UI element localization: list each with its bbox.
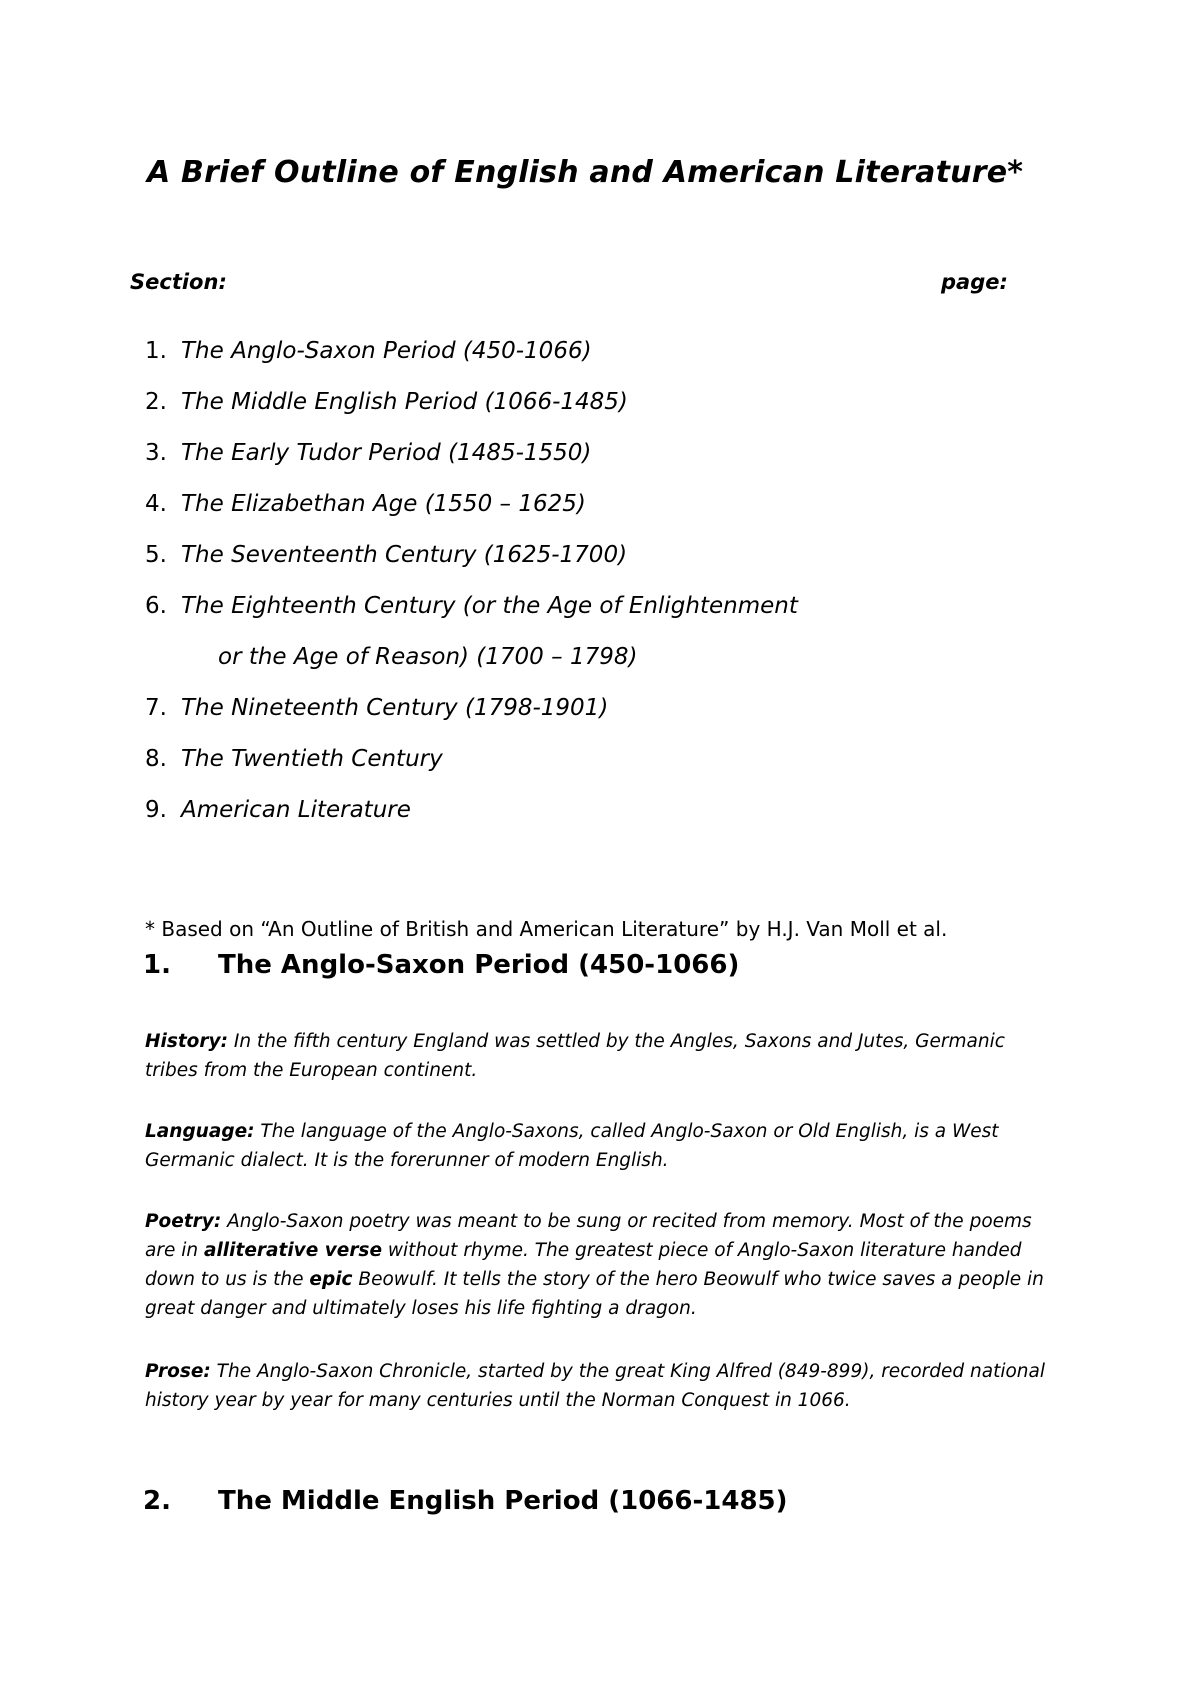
poetry-work-title: Beowulf.	[358, 1269, 438, 1290]
toc-item-number: 5.	[145, 542, 167, 568]
poetry-bold-term-2: epic	[309, 1269, 353, 1290]
prose-label: Prose:	[145, 1361, 211, 1382]
toc-item	[145, 440, 591, 466]
history-paragraph	[145, 1027, 1045, 1085]
language-paragraph	[145, 1117, 1045, 1175]
toc-item-number: 9.	[145, 797, 167, 823]
poetry-bold-term-1: alliterative verse	[203, 1240, 382, 1261]
toc-item-number: 6.	[145, 593, 167, 619]
toc-item-text: The Eighteenth Century (or the Age of Enlightenment	[181, 593, 798, 619]
toc-item-number: 4.	[145, 491, 167, 517]
section-2-heading	[143, 1486, 788, 1516]
section-1-heading	[143, 950, 739, 980]
section-1-number: 1.	[143, 950, 171, 980]
section-label: Section	[130, 270, 219, 294]
prose-paragraph	[145, 1357, 1045, 1415]
toc-item-text: The Elizabethan Age (1550 – 1625)	[181, 491, 586, 517]
poetry-text-2: without rhyme. The greatest piece of Anglo-Saxon literature handed down to us is the	[145, 1240, 1022, 1290]
page-label: page	[941, 270, 1000, 294]
prose-work-title: The Anglo-Saxon Chronicle	[216, 1361, 467, 1382]
toc-item-text: American Literature	[181, 797, 411, 823]
toc-item	[145, 695, 608, 721]
toc-item	[145, 542, 627, 568]
footnote: * Based on “An Outline of British and American Literature” by H.J. Van Moll et al.	[145, 917, 948, 941]
poetry-text-1: Anglo-Saxon poetry was meant to be sung or recited from memory. Most of the poems are in	[145, 1211, 1032, 1261]
toc-item-text: The Anglo-Saxon Period (450-1066)	[181, 338, 592, 364]
document-title: A Brief Outline of English and American Literature*	[147, 155, 1024, 190]
toc-item-number: 3.	[145, 440, 167, 466]
history-label: History:	[145, 1031, 228, 1052]
section-2-number: 2.	[143, 1486, 171, 1516]
poetry-paragraph	[145, 1207, 1045, 1323]
toc-item	[145, 593, 798, 619]
language-label: Language:	[145, 1121, 255, 1142]
toc-item-text: The Twentieth Century	[181, 746, 443, 772]
toc-item	[145, 389, 628, 415]
toc-item-number: 2.	[145, 389, 167, 415]
toc-item-text: The Nineteenth Century (1798-1901)	[181, 695, 609, 721]
toc-item	[145, 338, 592, 364]
section-1-title: The Anglo-Saxon Period (450-1066)	[218, 950, 740, 980]
toc-item	[145, 746, 443, 772]
page-column-header: page:	[941, 270, 1008, 294]
history-text: In the fifth century England was settled by the Angles, Saxons and Jutes, Germanic tribes from the European continent.	[145, 1031, 1005, 1081]
prose-text: , started by the great King Alfred (849-899), recorded national history year by year for many centuries until the Norman Conquest in 1066.	[145, 1361, 1046, 1411]
toc-item	[145, 491, 586, 517]
language-text: The language of the Anglo-Saxons, called Anglo-Saxon or Old English, is a West Germanic dialect. It is the forerunner of modern English.	[145, 1121, 999, 1171]
toc-item-text: The Early Tudor Period (1485-1550)	[181, 440, 592, 466]
poetry-label: Poetry:	[145, 1211, 222, 1232]
poetry-text-3: It tells the story of the hero Beowulf who twice saves a people in great danger and ultimately loses his life fighting a dragon.	[145, 1269, 1044, 1319]
toc-item-number: 8.	[145, 746, 167, 772]
toc-item-text: The Middle English Period (1066-1485)	[181, 389, 628, 415]
toc-item-continuation: or the Age of Reason) (1700 – 1798)	[218, 644, 638, 670]
toc-item	[145, 797, 411, 823]
toc-item-number: 7.	[145, 695, 167, 721]
toc-item-text: The Seventeenth Century (1625-1700)	[181, 542, 628, 568]
toc-item-number: 1.	[145, 338, 167, 364]
section-2-title: The Middle English Period (1066-1485)	[218, 1486, 788, 1516]
section-column-header: Section:	[130, 270, 227, 294]
